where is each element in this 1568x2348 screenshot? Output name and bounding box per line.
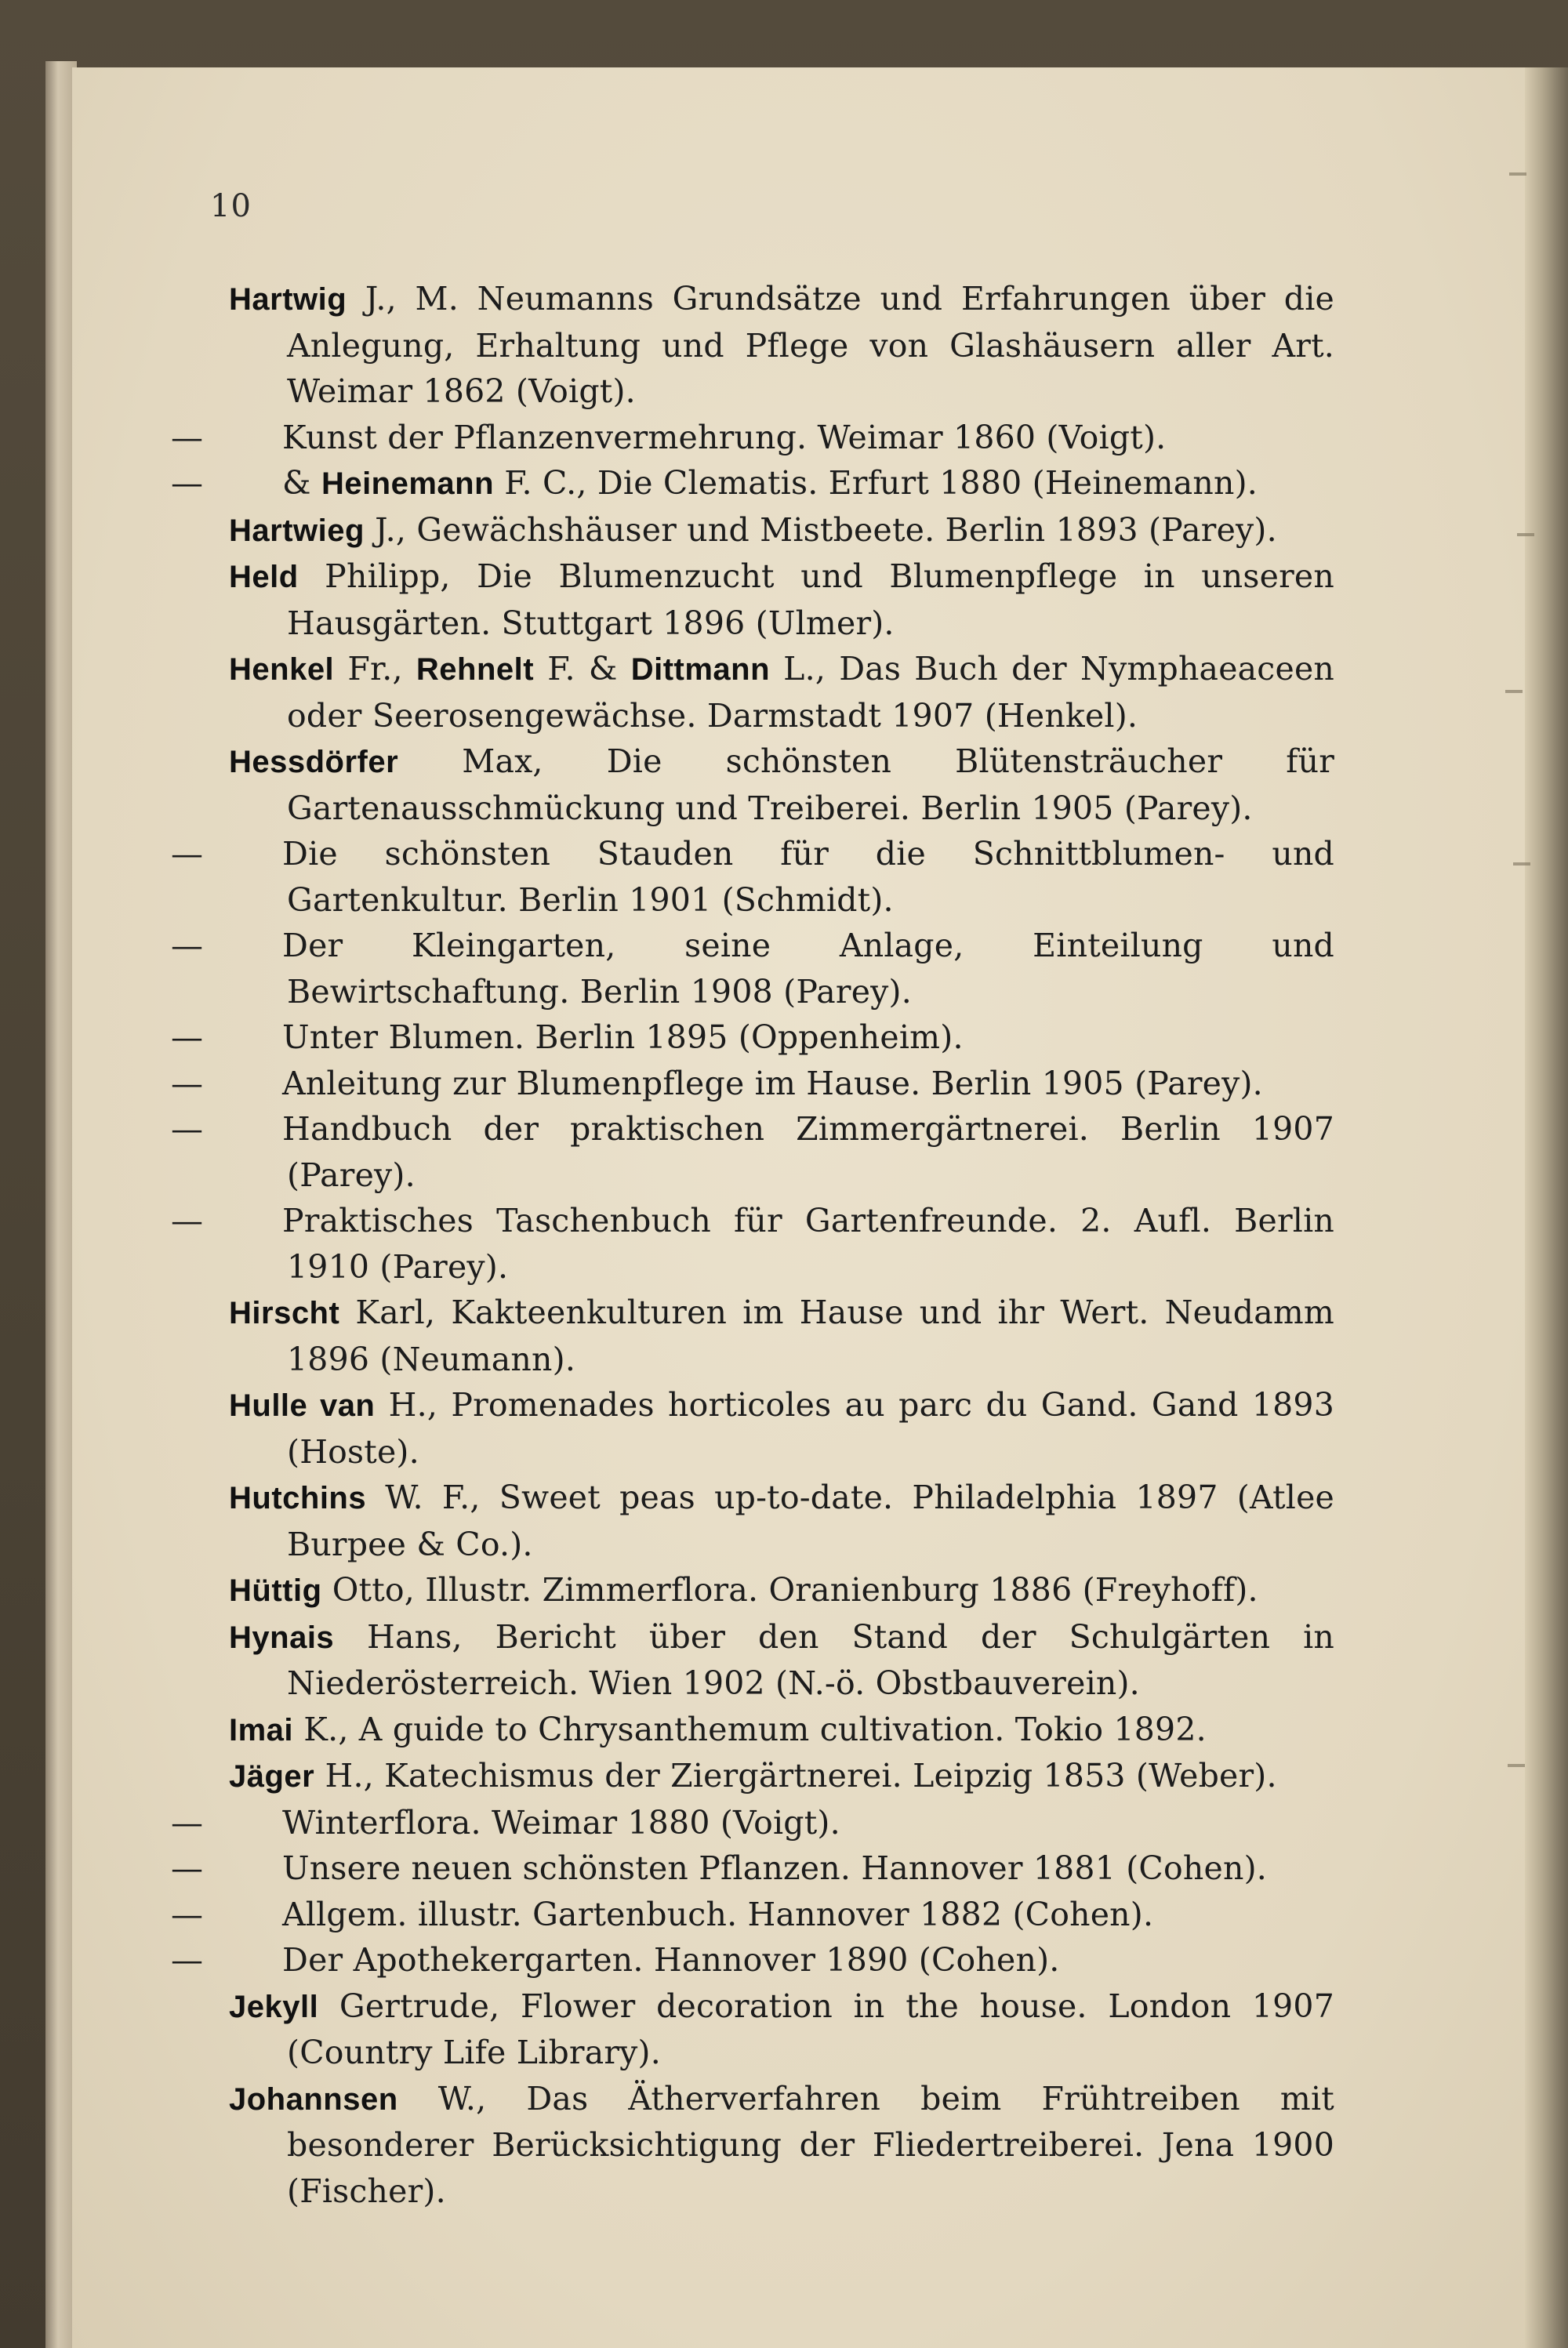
entry-text: Kunst der Pflanzenvermehrung. Weimar 1860 (Voigt).	[282, 418, 1167, 456]
entry-text: Allgem. illustr. Gartenbuch. Hannover 1882 (Cohen).	[282, 1895, 1154, 1933]
ditto-dash: —	[171, 1849, 204, 1887]
entry-text: Der Apothekergarten. Hannover 1890 (Cohen).	[282, 1941, 1060, 1979]
bibliography-entry	[171, 1106, 1334, 1198]
entry-author: Jekyll	[229, 1989, 319, 2024]
entry-prefix: &	[282, 464, 321, 502]
bibliography-entry	[171, 831, 1334, 923]
entry-text: Die schönsten Stauden für die Schnittblumen- und Gartenkultur. Berlin 1901 (Schmidt).	[282, 835, 1334, 919]
entry-text: J., Gewächshäuser und Mistbeete. Berlin 1893 (Parey).	[364, 510, 1277, 549]
entry-text: Unsere neuen schönsten Pflanzen. Hannover 1881 (Cohen).	[282, 1849, 1267, 1887]
entry-text: F. &	[534, 650, 631, 688]
bibliography-entry	[171, 1014, 1334, 1061]
bibliography-entry	[229, 1290, 1334, 1382]
entry-text: Fr.,	[334, 650, 416, 688]
margin-marks	[1501, 157, 1556, 1882]
bibliography-entry	[171, 460, 1334, 507]
ditto-dash: —	[171, 1202, 204, 1239]
entry-author: Hulle van	[229, 1388, 376, 1423]
entry-text: J., M. Neumanns Grundsätze und Erfahrungen über die Anlegung, Erhaltung und Pflege von Glashäusern aller Art. Weimar 1862 (Voigt).	[287, 280, 1334, 410]
ditto-dash: —	[171, 927, 204, 964]
bibliography-entry	[229, 1983, 1334, 2076]
ditto-dash: —	[171, 464, 204, 502]
bibliography-entry	[229, 1753, 1334, 1800]
entry-text: Anleitung zur Blumenpflege im Hause. Berlin 1905 (Parey).	[282, 1064, 1263, 1102]
ditto-dash: —	[171, 1895, 204, 1933]
entry-author: Jäger	[229, 1759, 315, 1794]
entry-text: Gertrude, Flower decoration in the house. London 1907 (Country Life Library).	[287, 1987, 1334, 2071]
page-number: 10	[210, 188, 252, 224]
bibliography-entry	[229, 2076, 1334, 2215]
entry-text: Winterflora. Weimar 1880 (Voigt).	[282, 1803, 840, 1842]
bibliography-entry	[171, 923, 1334, 1014]
bibliography-entry	[229, 1707, 1334, 1754]
ditto-dash: —	[171, 418, 204, 456]
bibliography-entry	[171, 1198, 1334, 1290]
entry-text: Praktisches Taschenbuch für Gartenfreunde. 2. Aufl. Berlin 1910 (Parey).	[282, 1202, 1334, 1286]
entry-text: H., Promenades horticoles au parc du Gand. Gand 1893 (Hoste).	[287, 1386, 1334, 1471]
entry-text: Karl, Kakteenkulturen im Hause und ihr Wert. Neudamm 1896 (Neumann).	[287, 1294, 1334, 1378]
bibliography-entry	[229, 1567, 1334, 1614]
bibliography-entry	[229, 646, 1334, 739]
entry-author: Imai	[229, 1712, 294, 1747]
bibliography-entry	[229, 1614, 1334, 1707]
entry-text: Handbuch der praktischen Zimmergärtnerei. Berlin 1907 (Parey).	[282, 1110, 1334, 1194]
entry-text: L., Das Buch der Nymphaeaceen oder Seerosengewächse. Darmstadt 1907 (Henkel).	[287, 650, 1335, 735]
entry-author: Hüttig	[229, 1573, 322, 1608]
entry-text: Otto, Illustr. Zimmerflora. Oranienburg 1886 (Freyhoff).	[321, 1571, 1258, 1609]
bibliography-entry	[171, 415, 1334, 461]
entry-text: W. F., Sweet peas up-to-date. Philadelphia 1897 (Atlee Burpee & Co.).	[287, 1479, 1334, 1563]
entry-text: W., Das Ätherverfahren beim Frühtreiben mit besonderer Berücksichtigung der Fliedertreiberei. Jena 1900 (Fischer).	[287, 2079, 1334, 2210]
entry-author: Dittmann	[630, 652, 771, 687]
ditto-dash: —	[171, 1941, 204, 1979]
entry-text: Der Kleingarten, seine Anlage, Einteilung und Bewirtschaftung. Berlin 1908 (Parey).	[282, 927, 1334, 1011]
entry-text: Max, Die schönsten Blütensträucher für Gartenausschmückung und Treiberei. Berlin 1905 (Parey).	[287, 742, 1334, 827]
entry-author: Hutchins	[229, 1481, 367, 1515]
bibliography-entry	[229, 1382, 1334, 1475]
ditto-dash: —	[171, 1064, 204, 1102]
entry-author: Henkel	[229, 652, 335, 687]
bibliography-entry	[229, 276, 1334, 415]
entry-author: Hessdörfer	[229, 745, 399, 779]
ditto-dash: —	[171, 1110, 204, 1148]
entry-text: Hans, Bericht über den Stand der Schulgärten in Niederösterreich. Wien 1902 (N.-ö. Obstbauverein).	[287, 1617, 1334, 1702]
bibliography-entry	[229, 553, 1334, 646]
bibliography-entry	[171, 1800, 1334, 1846]
entry-text: Unter Blumen. Berlin 1895 (Oppenheim).	[282, 1018, 964, 1056]
entry-text: K., A guide to Chrysanthemum cultivation. Tokio 1892.	[293, 1710, 1207, 1748]
entry-text: F. C., Die Clematis. Erfurt 1880 (Heinemann).	[494, 464, 1258, 502]
entry-text: Philipp, Die Blumenzucht und Blumenpflege in unseren Hausgärten. Stuttgart 1896 (Ulmer).	[287, 557, 1334, 642]
ditto-dash: —	[171, 1018, 204, 1056]
ditto-dash: —	[171, 835, 204, 873]
entry-author: Hartwig	[229, 282, 347, 317]
bibliography-entry	[171, 1061, 1334, 1107]
entry-author: Hirscht	[229, 1296, 340, 1330]
entry-author: Hartwieg	[229, 513, 365, 548]
bibliography-entry	[229, 1475, 1334, 1567]
entry-author: Held	[229, 560, 299, 594]
bibliography-entry	[229, 739, 1334, 831]
ditto-dash: —	[171, 1803, 204, 1842]
entry-author: Johannsen	[229, 2081, 398, 2117]
entry-author: Rehnelt	[416, 652, 535, 687]
bibliography-entry	[171, 1845, 1334, 1892]
bibliography-entry	[171, 1937, 1334, 1983]
entry-text: H., Katechismus der Ziergärtnerei. Leipzig 1853 (Weber).	[314, 1757, 1277, 1795]
entry-author: Hynais	[229, 1620, 335, 1655]
entry-author: Heinemann	[321, 466, 495, 501]
bibliography-entry	[171, 1892, 1334, 1938]
bibliography-entry	[229, 507, 1334, 554]
bibliography-list	[171, 276, 1335, 2214]
